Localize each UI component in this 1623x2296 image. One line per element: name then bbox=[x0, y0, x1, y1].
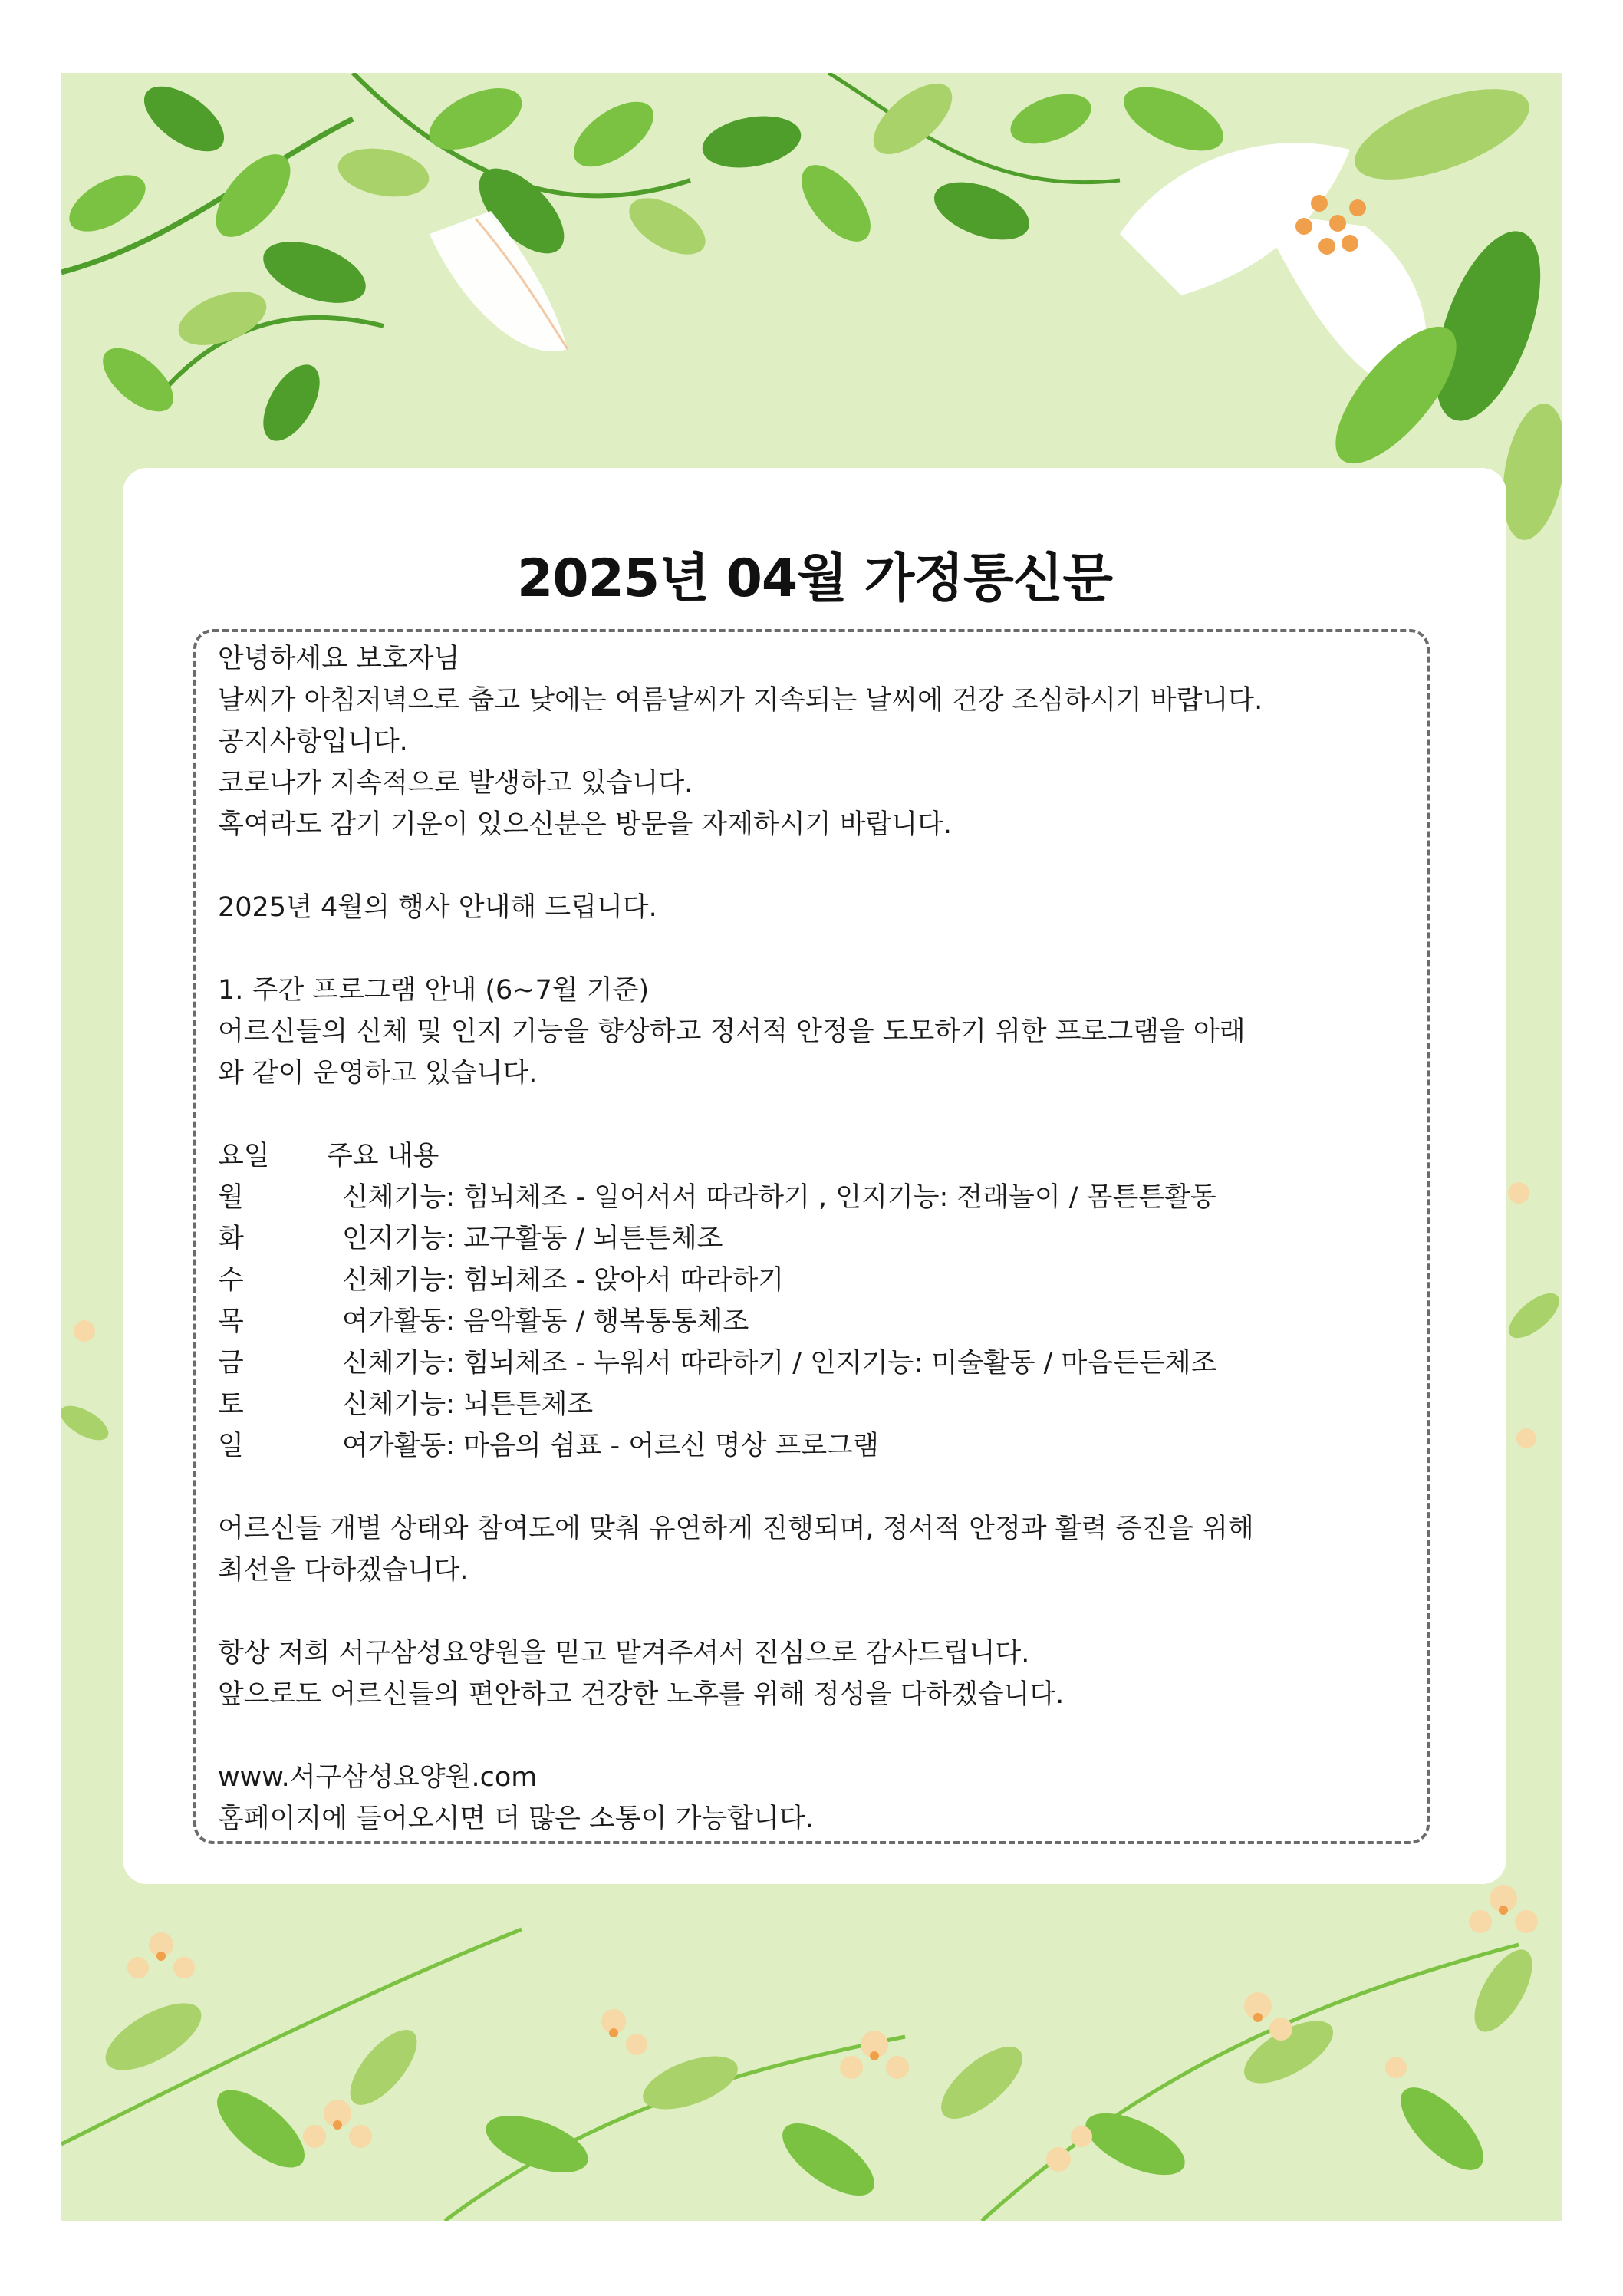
schedule-header bbox=[218, 1135, 1414, 1177]
thanks-line: 항상 저희 서구삼성요양원을 믿고 맡겨주셔서 진심으로 감사드립니다. bbox=[218, 1638, 1030, 1668]
newsletter-card bbox=[123, 468, 1506, 1884]
program-desc-line: 어르신들의 신체 및 인지 기능을 향상하고 정서적 안정을 도모하기 위한 프로그램을 아래 bbox=[218, 1016, 1246, 1047]
schedule-content: 여가활동: 마음의 쉼표 - 어르신 명상 프로그램 bbox=[342, 1431, 879, 1461]
schedule-row bbox=[218, 1384, 1414, 1425]
schedule-day: 금 bbox=[218, 1348, 244, 1379]
schedule-content: 신체기능: 힘뇌체조 - 누워서 따라하기 / 인지기능: 미술활동 / 마음든든체조 bbox=[342, 1348, 1217, 1379]
greeting-line: 혹여라도 감기 기운이 있으신분은 방문을 자제하시기 바랍니다. bbox=[218, 809, 952, 840]
schedule-content: 신체기능: 힘뇌체조 - 일어서서 따라하기 , 인지기능: 전래놀이 / 몸튼튼활동 bbox=[342, 1182, 1216, 1213]
spacer bbox=[218, 1094, 1414, 1135]
closing-line: 최선을 다하겠습니다. bbox=[218, 1555, 469, 1586]
schedule-day: 일 bbox=[218, 1431, 244, 1461]
letter-body bbox=[218, 638, 1414, 1840]
event-intro: 2025년 4월의 행사 안내해 드립니다. bbox=[218, 892, 657, 923]
greeting-line: 날씨가 아침저녁으로 춥고 낮에는 여름날씨가 지속되는 날씨에 건강 조심하시기 바랍니다. bbox=[218, 685, 1263, 716]
spacer bbox=[218, 1591, 1414, 1632]
schedule-content: 신체기능: 뇌튼튼체조 bbox=[342, 1389, 594, 1420]
closing-line: 어르신들 개별 상태와 참여도에 맞춰 유연하게 진행되며, 정서적 안정과 활력 증진을 위해 bbox=[218, 1514, 1254, 1544]
website-link[interactable]: www.서구삼성요양원.com bbox=[218, 1762, 538, 1793]
schedule-content: 신체기능: 힘뇌체조 - 앉아서 따라하기 bbox=[342, 1265, 785, 1296]
spacer bbox=[218, 1715, 1414, 1757]
greeting-line: 코로나가 지속적으로 발생하고 있습니다. bbox=[218, 768, 693, 799]
schedule-header-day: 요일 bbox=[218, 1141, 270, 1171]
program-heading: 1. 주간 프로그램 안내 (6~7월 기준) bbox=[218, 975, 650, 1006]
greeting-line: 안녕하세요 보호자님 bbox=[218, 644, 460, 674]
schedule-day: 토 bbox=[218, 1389, 244, 1420]
schedule-day: 월 bbox=[218, 1182, 244, 1213]
spacer bbox=[218, 845, 1414, 887]
schedule-header-content: 주요 내용 bbox=[327, 1141, 439, 1171]
schedule-day: 화 bbox=[218, 1224, 244, 1254]
thanks-line: 앞으로도 어르신들의 편안하고 건강한 노후를 위해 정성을 다하겠습니다. bbox=[218, 1679, 1065, 1710]
schedule-day: 수 bbox=[218, 1265, 244, 1296]
schedule-row bbox=[218, 1260, 1414, 1301]
schedule-row bbox=[218, 1342, 1414, 1384]
schedule-row bbox=[218, 1218, 1414, 1260]
program-desc-line: 와 같이 운영하고 있습니다. bbox=[218, 1058, 538, 1089]
greeting-line: 공지사항입니다. bbox=[218, 726, 408, 757]
spacer bbox=[218, 928, 1414, 970]
schedule-content: 인지기능: 교구활동 / 뇌튼튼체조 bbox=[342, 1224, 723, 1254]
spacer bbox=[218, 1467, 1414, 1508]
schedule-day: 목 bbox=[218, 1306, 244, 1337]
page-title: 2025년 04월 가정통신문 bbox=[516, 548, 1113, 609]
schedule-row bbox=[218, 1425, 1414, 1467]
schedule-content: 여가활동: 음악활동 / 행복통통체조 bbox=[342, 1306, 749, 1337]
website-note: 홈페이지에 들어오시면 더 많은 소통이 가능합니다. bbox=[218, 1804, 814, 1834]
schedule-row bbox=[218, 1301, 1414, 1342]
schedule-row bbox=[218, 1177, 1414, 1218]
